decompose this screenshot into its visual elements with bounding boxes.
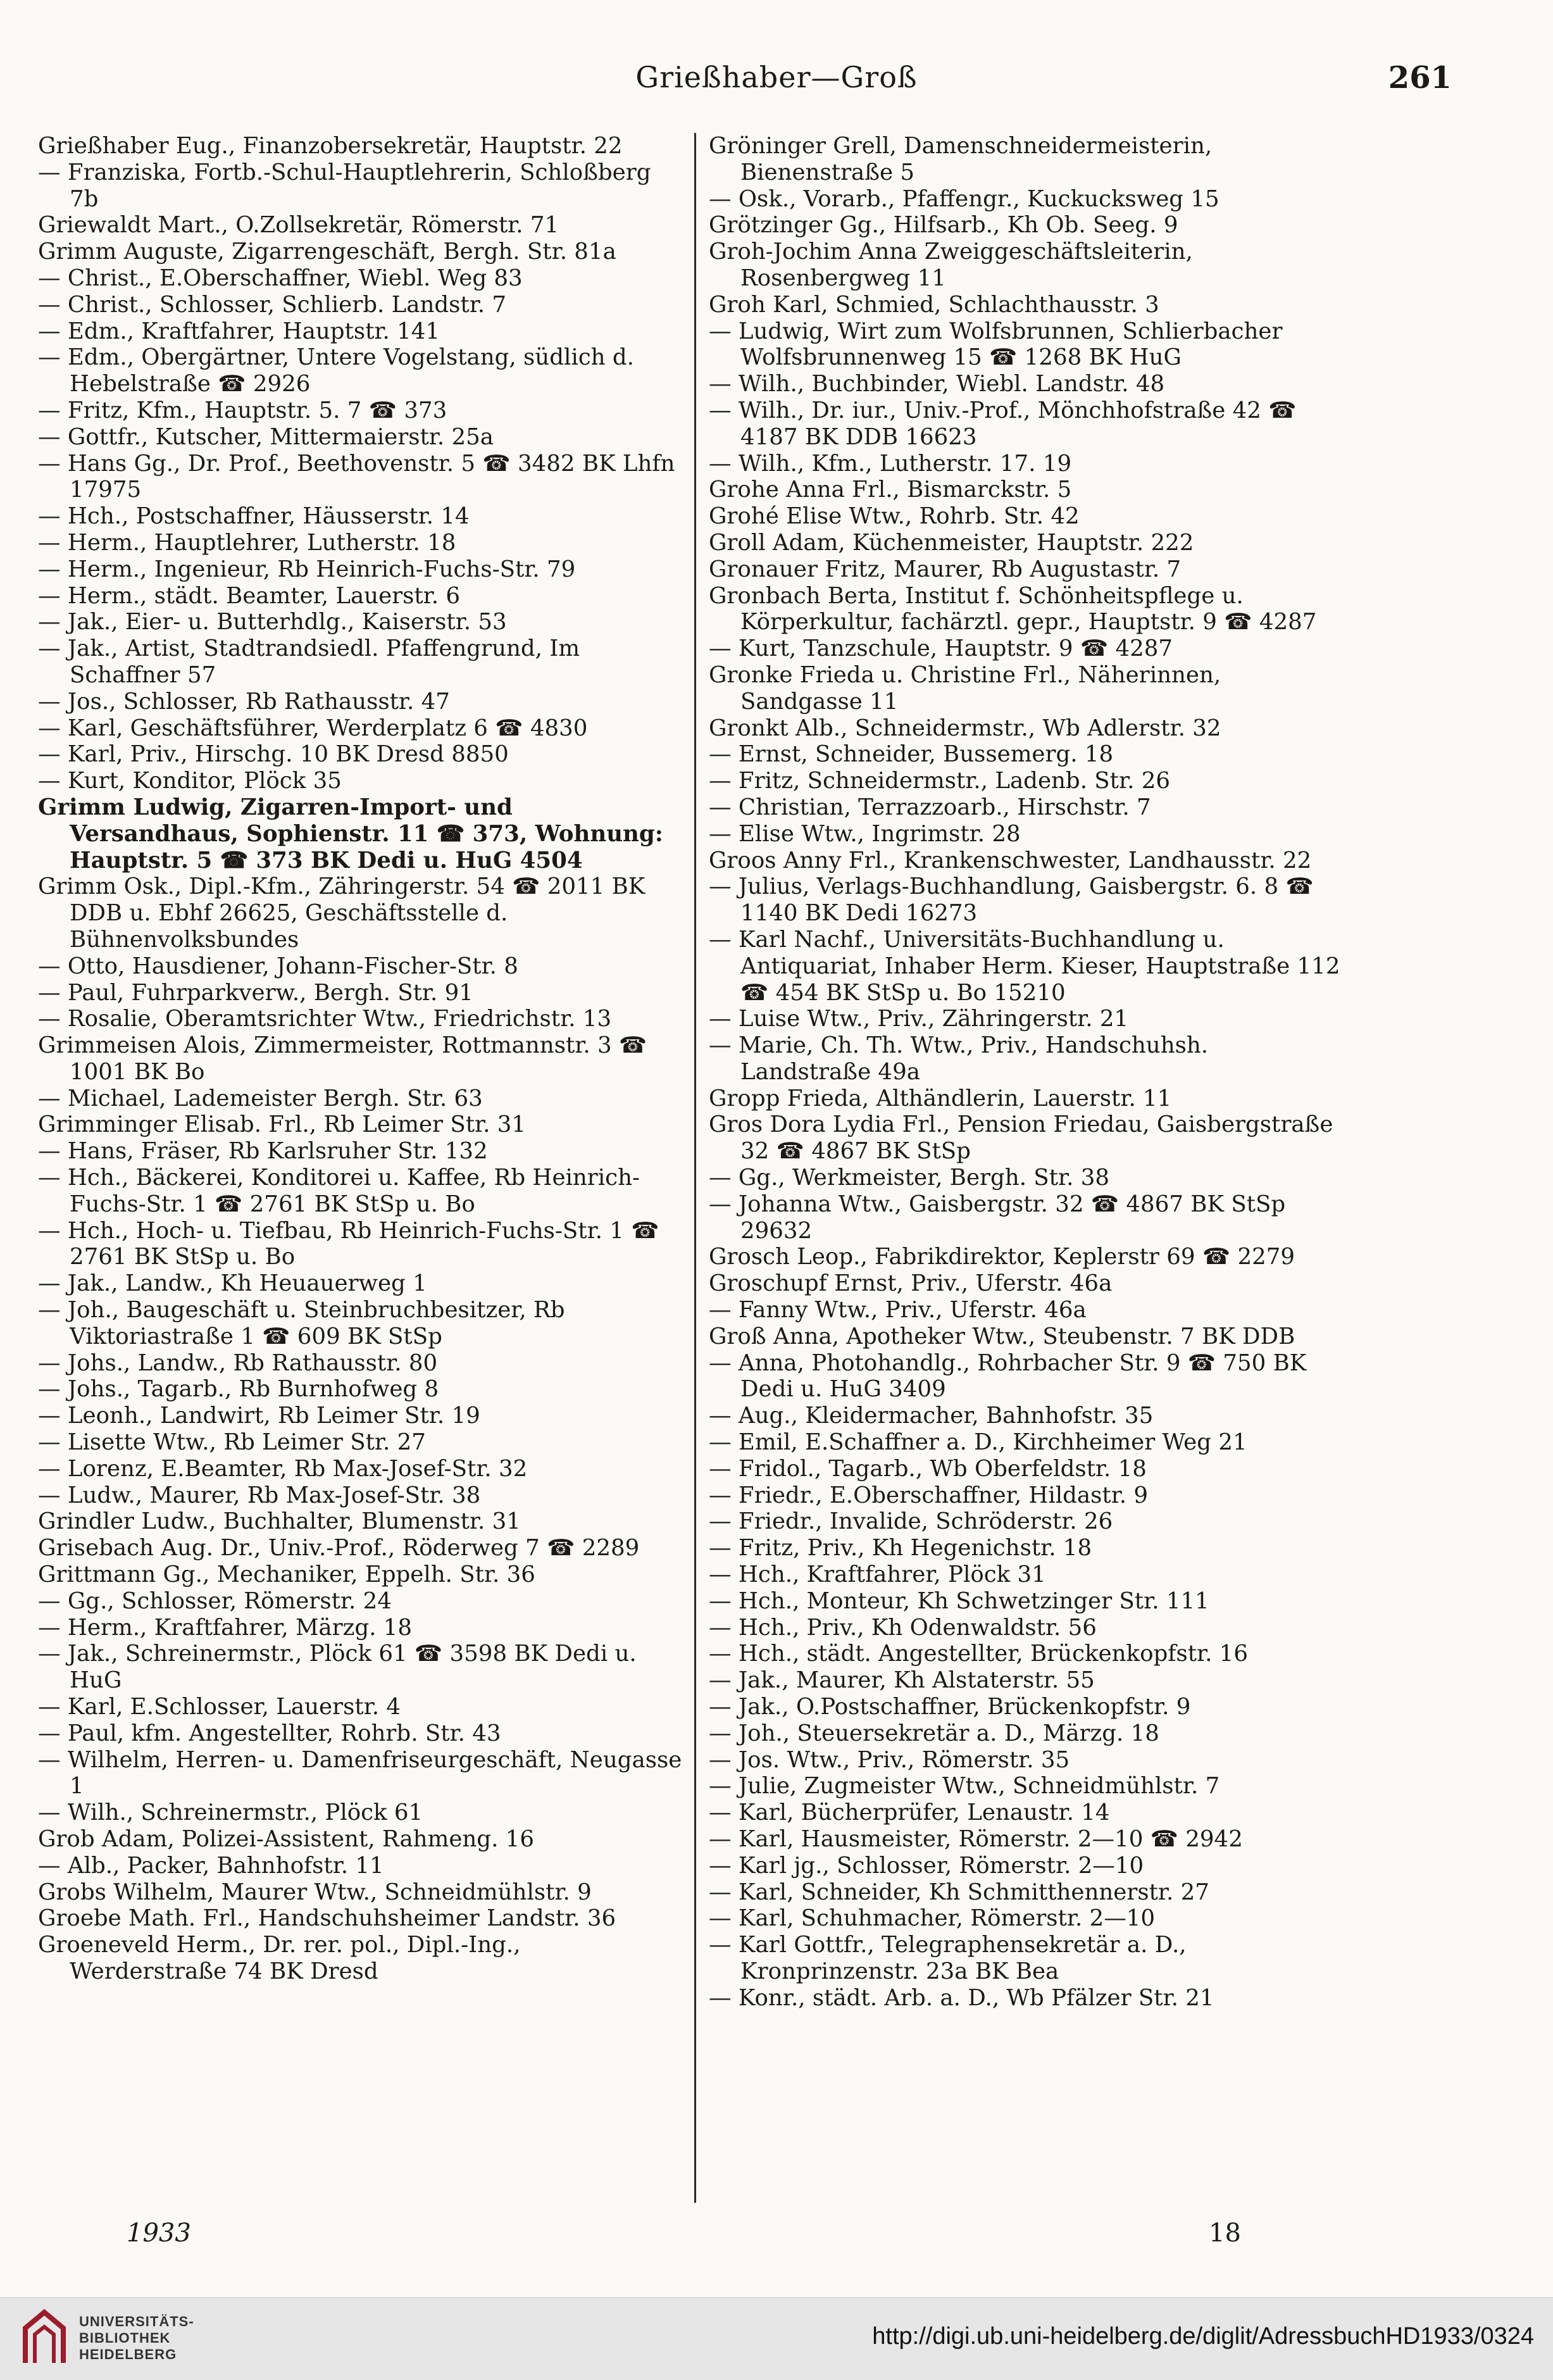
directory-entry: Groß Anna, Apotheker Wtw., Steubenstr. 7 BK DDB bbox=[709, 1323, 1295, 1350]
directory-entry: — Julie, Zugmeister Wtw., Schneidmühlstr. 7 bbox=[709, 1773, 1220, 1800]
directory-entry: — Karl, Schuhmacher, Römerstr. 2—10 bbox=[709, 1905, 1156, 1932]
directory-entry: Grohe Anna Frl., Bismarckstr. 5 bbox=[709, 477, 1072, 503]
directory-entry: — Ludwig, Wirt zum Wolfsbrunnen, Schlierbacher Wolfsbrunnenweg 15 ☎ 1268 BK HuG bbox=[709, 318, 1283, 371]
directory-entry: — Karl, Priv., Hirschg. 10 BK Dresd 8850 bbox=[38, 741, 509, 768]
library-logo-icon bbox=[19, 2309, 70, 2366]
directory-entry: — Wilhelm, Herren- u. Damenfriseurgeschäft, Neugasse 1 bbox=[38, 1746, 682, 1800]
directory-entry: Grohé Elise Wtw., Rohrb. Str. 42 bbox=[709, 503, 1080, 530]
directory-entry: — Karl, E.Schlosser, Lauerstr. 4 bbox=[38, 1694, 401, 1720]
library-name bbox=[79, 2314, 288, 2363]
directory-entry: — Karl Gottfr., Telegraphensekretär a. D., Kronprinzenstr. 23a BK Bea bbox=[709, 1932, 1187, 1984]
directory-entry: — Wilh., Kfm., Lutherstr. 17. 19 bbox=[709, 450, 1072, 477]
directory-entry: — Wilh., Dr. iur., Univ.-Prof., Mönchhofstraße 42 ☎ 4187 BK DDB 16623 bbox=[709, 397, 1297, 450]
directory-entry: — Franziska, Fortb.-Schul-Hauptlehrerin, Schloßberg 7b bbox=[38, 159, 651, 212]
directory-entry: — Kurt, Konditor, Plöck 35 bbox=[38, 768, 342, 794]
directory-entry: Gros Dora Lydia Frl., Pension Friedau, Gaisbergstraße 32 ☎ 4867 BK StSp bbox=[709, 1112, 1333, 1165]
directory-entry: Groos Anny Frl., Krankenschwester, Landhausstr. 22 bbox=[709, 847, 1312, 874]
directory-entry: — Joh., Baugeschäft u. Steinbruchbesitzer, Rb Viktoriastraße 1 ☎ 609 BK StSp bbox=[38, 1297, 565, 1350]
directory-entry: — Jak., Maurer, Kh Alstaterstr. 55 bbox=[709, 1667, 1095, 1694]
directory-entry: Groschupf Ernst, Priv., Uferstr. 46a bbox=[709, 1270, 1113, 1297]
directory-entry: — Joh., Steuersekretär a. D., Märzg. 18 bbox=[709, 1720, 1159, 1746]
directory-entry: — Jos., Schlosser, Rb Rathausstr. 47 bbox=[38, 688, 450, 715]
directory-entry: — Gg., Werkmeister, Bergh. Str. 38 bbox=[709, 1165, 1109, 1191]
directory-entry: Groll Adam, Küchenmeister, Hauptstr. 222 bbox=[709, 529, 1194, 556]
directory-entry: — Christ., E.Oberschaffner, Wiebl. Weg 83 bbox=[38, 265, 523, 291]
directory-entry: — Herm., Kraftfahrer, Märzg. 18 bbox=[38, 1614, 413, 1641]
directory-entry: — Marie, Ch. Th. Wtw., Priv., Handschuhsh. Landstraße 49a bbox=[709, 1032, 1209, 1085]
directory-entry: — Karl, Bücherprüfer, Lenaustr. 14 bbox=[709, 1800, 1110, 1826]
directory-entry: — Edm., Kraftfahrer, Hauptstr. 141 bbox=[38, 318, 440, 344]
directory-entry: — Jak., O.Postschaffner, Brückenkopfstr. 9 bbox=[709, 1694, 1191, 1720]
directory-entry: — Hch., Hoch- u. Tiefbau, Rb Heinrich-Fuchs-Str. 1 ☎ 2761 BK StSp u. Bo bbox=[38, 1217, 659, 1270]
library-name-line: UNIVERSITÄTS- bbox=[79, 2314, 194, 2329]
directory-entry: Grob Adam, Polizei-Assistent, Rahmeng. 16 bbox=[38, 1826, 534, 1852]
directory-entry: — Fritz, Kfm., Hauptstr. 5. 7 ☎ 373 bbox=[38, 397, 447, 423]
directory-entry: — Hch., städt. Angestellter, Brückenkopfstr. 16 bbox=[709, 1641, 1248, 1667]
directory-entry: Grießhaber Eug., Finanzobersekretär, Hauptstr. 22 bbox=[38, 133, 623, 159]
directory-entry: — Wilh., Schreinermstr., Plöck 61 bbox=[38, 1800, 423, 1826]
directory-entry: — Herm., Ingenieur, Rb Heinrich-Fuchs-Str. 79 bbox=[38, 556, 576, 582]
directory-entry: Grosch Leop., Fabrikdirektor, Keplerstr 69 ☎ 2279 bbox=[709, 1244, 1295, 1270]
directory-entry: — Friedr., E.Oberschaffner, Hildastr. 9 bbox=[709, 1482, 1149, 1508]
directory-entry: — Alb., Packer, Bahnhofstr. 11 bbox=[38, 1852, 384, 1879]
directory-entry: — Jak., Artist, Stadtrandsiedl. Pfaffengrund, Im Schaffner 57 bbox=[38, 636, 580, 688]
library-name-line: BIBLIOTHEK bbox=[79, 2330, 171, 2346]
directory-entry: Grittmann Gg., Mechaniker, Eppelh. Str. 36 bbox=[38, 1562, 535, 1588]
source-url-link[interactable]: http://digi.ub.uni-heidelberg.de/diglit/AdressbuchHD1933/0324 bbox=[872, 2323, 1534, 2350]
directory-entry: Grimm Auguste, Zigarrengeschäft, Bergh. Str. 81a bbox=[38, 239, 616, 265]
directory-entry: — Hans Gg., Dr. Prof., Beethovenstr. 5 ☎ 3482 BK Lhfn 17975 bbox=[38, 450, 675, 503]
directory-entry: Gronke Frieda u. Christine Frl., Näherinnen, Sandgasse 11 bbox=[709, 661, 1221, 715]
directory-entry: — Kurt, Tanzschule, Hauptstr. 9 ☎ 4287 bbox=[709, 636, 1173, 662]
directory-entry: — Hch., Postschaffner, Häusserstr. 14 bbox=[38, 503, 470, 530]
directory-entry: Grisebach Aug. Dr., Univ.-Prof., Röderweg 7 ☎ 2289 bbox=[38, 1535, 640, 1562]
directory-entry: — Anna, Photohandlg., Rohrbacher Str. 9 ☎ 750 BK Dedi u. HuG 3409 bbox=[709, 1350, 1307, 1403]
directory-entry: — Jak., Landw., Kh Heuauerweg 1 bbox=[38, 1270, 427, 1297]
directory-entry: — Fanny Wtw., Priv., Uferstr. 46a bbox=[709, 1297, 1087, 1324]
directory-entry: — Johs., Tagarb., Rb Burnhofweg 8 bbox=[38, 1376, 439, 1403]
directory-entry: Gröninger Grell, Damenschneidermeisterin, Bienenstraße 5 bbox=[709, 133, 1213, 185]
directory-entry: — Hch., Monteur, Kh Schwetzinger Str. 111 bbox=[709, 1588, 1209, 1614]
directory-entry: Groebe Math. Frl., Handschuhsheimer Landstr. 36 bbox=[38, 1905, 616, 1932]
directory-entry: — Jak., Schreinermstr., Plöck 61 ☎ 3598 BK Dedi u. HuG bbox=[38, 1641, 637, 1694]
directory-entry: — Herm., städt. Beamter, Lauerstr. 6 bbox=[38, 582, 461, 609]
directory-entry: — Karl Nachf., Universitäts-Buchhandlung u. Antiquariat, Inhaber Herm. Kieser, Hauptstraße 112 ☎ 454 BK StSp u. Bo 15210 bbox=[709, 926, 1340, 1006]
directory-entry: — Lorenz, E.Beamter, Rb Max-Josef-Str. 32 bbox=[38, 1455, 528, 1482]
directory-entry: — Fritz, Schneidermstr., Ladenb. Str. 26 bbox=[709, 768, 1170, 794]
directory-entry: — Paul, Fuhrparkverw., Bergh. Str. 91 bbox=[38, 979, 473, 1006]
running-head: Grießhaber—Groß bbox=[635, 60, 918, 94]
directory-entry: Gronbach Berta, Institut f. Schönheitspflege u. Körperkultur, fachärztl. gepr., Hauptstr. 9 ☎ 4287 bbox=[709, 582, 1317, 636]
directory-entry: — Aug., Kleidermacher, Bahnhofstr. 35 bbox=[709, 1403, 1154, 1429]
directory-entry: — Hch., Kraftfahrer, Plöck 31 bbox=[709, 1562, 1046, 1588]
directory-entry: Griewaldt Mart., O.Zollsekretär, Römerstr. 71 bbox=[38, 212, 559, 239]
directory-entry: — Christ., Schlosser, Schlierb. Landstr. 7 bbox=[38, 291, 507, 318]
directory-entry: — Hans, Fräser, Rb Karlsruher Str. 132 bbox=[38, 1138, 488, 1165]
page-header bbox=[38, 60, 1515, 104]
directory-entry: — Karl jg., Schlosser, Römerstr. 2—10 bbox=[709, 1852, 1144, 1879]
directory-entry: — Osk., Vorarb., Pfaffengr., Kuckucksweg 15 bbox=[709, 185, 1219, 212]
directory-entry: — Elise Wtw., Ingrimstr. 28 bbox=[709, 820, 1021, 847]
directory-entry: Groh Karl, Schmied, Schlachthausstr. 3 bbox=[709, 291, 1159, 318]
directory-entry: — Ernst, Schneider, Bussemerg. 18 bbox=[709, 741, 1114, 768]
directory-entry: — Leonh., Landwirt, Rb Leimer Str. 19 bbox=[38, 1403, 480, 1429]
page-number: 261 bbox=[1388, 60, 1452, 96]
directory-entry: — Herm., Hauptlehrer, Lutherstr. 18 bbox=[38, 529, 456, 556]
directory-entry: — Hch., Priv., Kh Odenwaldstr. 56 bbox=[709, 1614, 1097, 1641]
directory-entry: Gronauer Fritz, Maurer, Rb Augustastr. 7 bbox=[709, 556, 1182, 582]
directory-entry: — Lisette Wtw., Rb Leimer Str. 27 bbox=[38, 1429, 426, 1456]
directory-entry: — Luise Wtw., Priv., Zähringerstr. 21 bbox=[709, 1006, 1129, 1032]
directory-entry: — Gottfr., Kutscher, Mittermaierstr. 25a bbox=[38, 423, 494, 450]
directory-entry: — Michael, Lademeister Bergh. Str. 63 bbox=[38, 1085, 483, 1112]
footer-year: 1933 bbox=[127, 2219, 191, 2248]
directory-entry: Gropp Frieda, Althändlerin, Lauerstr. 11 bbox=[709, 1085, 1172, 1112]
directory-entry: Grimm Ludwig, Zigarren-Import- und Versandhaus, Sophienstr. 11 ☎ 373, Wohnung: Hauptstr. 5 ☎ 373 BK Dedi u. HuG 4504 bbox=[38, 794, 663, 874]
right-column bbox=[709, 133, 1342, 2190]
directory-entry: — Karl, Hausmeister, Römerstr. 2—10 ☎ 2942 bbox=[709, 1826, 1243, 1852]
directory-entry: — Edm., Obergärtner, Untere Vogelstang, südlich d. Hebelstraße ☎ 2926 bbox=[38, 344, 634, 398]
directory-entry: — Friedr., Invalide, Schröderstr. 26 bbox=[709, 1508, 1113, 1535]
footer-signature: 18 bbox=[1209, 2219, 1241, 2248]
directory-entry: — Jos. Wtw., Priv., Römerstr. 35 bbox=[709, 1746, 1070, 1773]
directory-entry: — Johanna Wtw., Gaisbergstr. 32 ☎ 4867 BK StSp 29632 bbox=[709, 1191, 1286, 1244]
directory-entry: Grimm Osk., Dipl.-Kfm., Zähringerstr. 54 ☎ 2011 BK DDB u. Ebhf 26625, Geschäftsstelle d. Bühnenvolksbundes bbox=[38, 874, 646, 953]
directory-entry: Grobs Wilhelm, Maurer Wtw., Schneidmühlstr. 9 bbox=[38, 1879, 592, 1905]
left-column bbox=[38, 133, 683, 2190]
directory-entry: — Julius, Verlags-Buchhandlung, Gaisbergstr. 6. 8 ☎ 1140 BK Dedi 16273 bbox=[709, 874, 1314, 927]
directory-entry: — Ludw., Maurer, Rb Max-Josef-Str. 38 bbox=[38, 1482, 481, 1508]
directory-entry: Grimmeisen Alois, Zimmermeister, Rottmannstr. 3 ☎ 1001 BK Bo bbox=[38, 1032, 647, 1085]
directory-entry: Gronkt Alb., Schneidermstr., Wb Adlerstr. 32 bbox=[709, 715, 1221, 741]
directory-entry: — Karl, Geschäftsführer, Werderplatz 6 ☎ 4830 bbox=[38, 715, 588, 741]
directory-entry: — Gg., Schlosser, Römerstr. 24 bbox=[38, 1588, 392, 1614]
directory-entry: Grötzinger Gg., Hilfsarb., Kh Ob. Seeg. 9 bbox=[709, 212, 1178, 239]
directory-entry: Grindler Ludw., Buchhalter, Blumenstr. 31 bbox=[38, 1508, 521, 1535]
directory-entry: — Emil, E.Schaffner a. D., Kirchheimer Weg 21 bbox=[709, 1429, 1247, 1456]
library-name-line: HEIDELBERG bbox=[79, 2346, 177, 2362]
directory-entry: — Jak., Eier- u. Butterhdlg., Kaiserstr. 53 bbox=[38, 609, 507, 636]
directory-entry: Groh-Jochim Anna Zweiggeschäftsleiterin, Rosenbergweg 11 bbox=[709, 239, 1193, 291]
column-divider bbox=[694, 133, 696, 2203]
directory-entry: — Karl, Schneider, Kh Schmitthennerstr. 27 bbox=[709, 1879, 1209, 1905]
directory-entry: Grimminger Elisab. Frl., Rb Leimer Str. 31 bbox=[38, 1112, 527, 1138]
library-banner bbox=[0, 2297, 1553, 2380]
directory-entry: — Rosalie, Oberamtsrichter Wtw., Friedrichstr. 13 bbox=[38, 1006, 612, 1032]
directory-entry: — Fritz, Priv., Kh Hegenichstr. 18 bbox=[709, 1535, 1092, 1562]
directory-entry: Groeneveld Herm., Dr. rer. pol., Dipl.-Ing., Werderstraße 74 BK Dresd bbox=[38, 1932, 521, 1984]
directory-entry: — Paul, kfm. Angestellter, Rohrb. Str. 43 bbox=[38, 1720, 501, 1746]
directory-entry: — Christian, Terrazzoarb., Hirschstr. 7 bbox=[709, 794, 1151, 820]
directory-entry: — Hch., Bäckerei, Konditorei u. Kaffee, Rb Heinrich-Fuchs-Str. 1 ☎ 2761 BK StSp u. Bo bbox=[38, 1165, 640, 1217]
directory-entry: — Otto, Hausdiener, Johann-Fischer-Str. 8 bbox=[38, 953, 518, 979]
directory-entry: — Konr., städt. Arb. a. D., Wb Pfälzer Str. 21 bbox=[709, 1984, 1214, 2011]
directory-entry: — Fridol., Tagarb., Wb Oberfeldstr. 18 bbox=[709, 1455, 1147, 1482]
directory-entry: — Johs., Landw., Rb Rathausstr. 80 bbox=[38, 1350, 438, 1376]
directory-entry: — Wilh., Buchbinder, Wiebl. Landstr. 48 bbox=[709, 371, 1165, 398]
